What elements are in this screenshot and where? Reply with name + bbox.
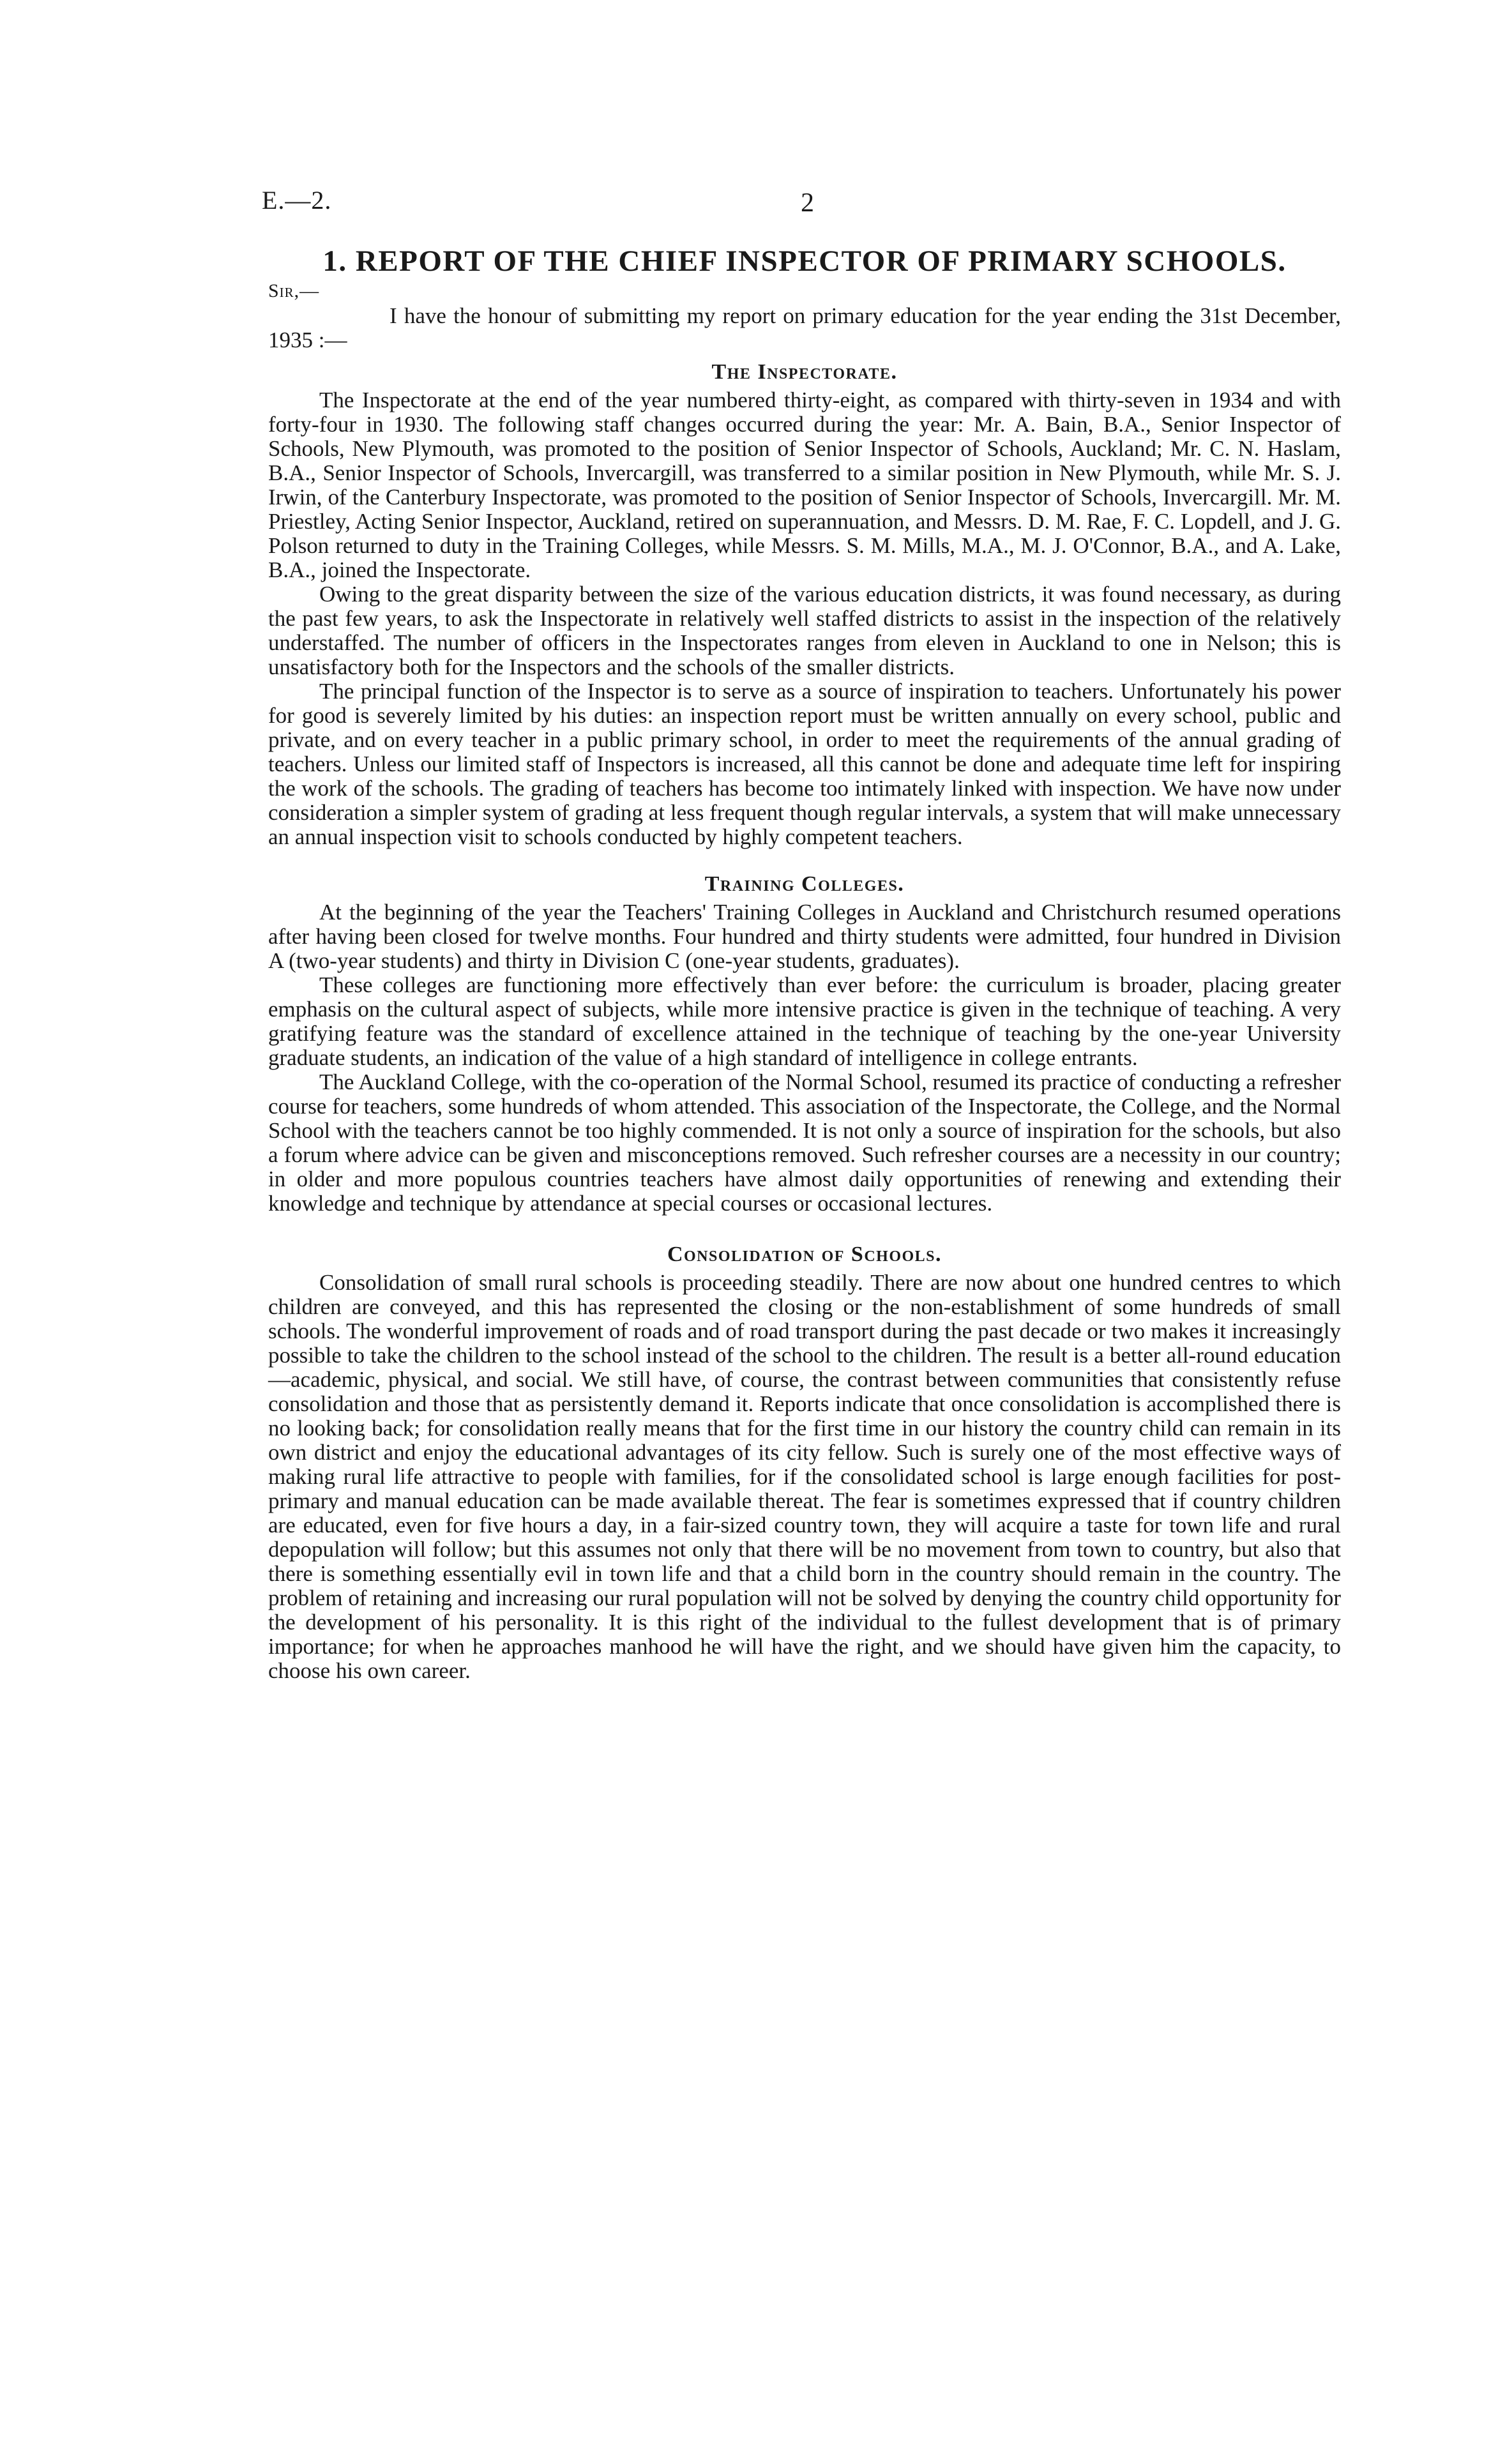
page-number: 2 (801, 188, 814, 218)
document-page (262, 185, 1341, 1683)
paragraph: The principal function of the Inspector is to serve as a source of inspiration to teachers. Unfortunately his power for good is severely limited by his duties: an inspection report must be written annually on every school, public and private, and on every teacher in a public primary school, in order to meet the requirements of the annual grading of teachers. Unless our limited staff of Inspectors is increased, all this cannot be done and adequate time left for inspiring the work of the schools. The grading of teachers has become too intimately linked with inspection. We have now under consideration a simpler system of grading at less frequent though regular intervals, a system that will make unnecessary an annual inspection visit to schools conducted by highly competent teachers. (268, 679, 1341, 849)
paragraph: At the beginning of the year the Teachers' Training Colleges in Auckland and Christchurch resumed operations after having been closed for twelve months. Four hundred and thirty students were admitted, four hundred in Division A (two-year students) and thirty in Division C (one-year students, graduates). (268, 900, 1341, 973)
section-heading: The Inspectorate. (711, 360, 898, 384)
salutation: Sir,— (268, 280, 320, 301)
paragraph: These colleges are functioning more effectively than ever before: the curriculum is broader, placing greater emphasis on the cultural aspect of subjects, while more intensive practice is given in the technique of teaching. A very gratifying feature was the standard of excellence attained in the technique of teaching by the one-year University graduate students, an indication of the value of a high standard of intelligence in college entrants. (268, 972, 1341, 1070)
report-title: 1. REPORT OF THE CHIEF INSPECTOR OF PRIMARY SCHOOLS. (322, 245, 1287, 278)
paragraph: The Inspectorate at the end of the year numbered thirty-eight, as compared with thirty-seven in 1934 and with forty-four in 1930. The following staff changes occurred during the year: Mr. A. Bain, B.A., Senior Inspector of Schools, New Plymouth, was promoted to the position of Senior Inspector of Schools, Auckland; Mr. C. N. Haslam, B.A., Senior Inspector of Schools, Invercargill, was transferred to a similar position in New Plymouth, while Mr. S. J. Irwin, of the Canterbury Inspectorate, was promoted to the position of Senior Inspector of Schools, Invercargill. Mr. M. Priestley, Acting Senior Inspector, Auckland, retired on superannuation, and Messrs. D. M. Rae, F. C. Lopdell, and J. G. Polson returned to duty in the Training Colleges, while Messrs. S. M. Mills, M.A., M. J. O'Connor, B.A., and A. Lake, B.A., joined the Inspectorate. (268, 388, 1341, 582)
intro-paragraph: I have the honour of submitting my report on primary education for the year ending the 31st December, 1935 :— (268, 303, 1341, 352)
paragraph: The Auckland College, with the co-operation of the Normal School, resumed its practice of conducting a refresher course for teachers, some hundreds of whom attended. This association of the Inspectorate, the College, and the Normal School with the teachers cannot be too highly commended. It is not only a source of inspiration for the schools, but also a forum where advice can be given and misconceptions removed. Such refresher courses are a necessity in our country; in older and more populous countries teachers have almost daily opportunities of renewing and extending their knowledge and technique by attendance at special courses or occasional lectures. (268, 1069, 1341, 1216)
paragraph: Consolidation of small rural schools is proceeding steadily. There are now about one hundred centres to which children are conveyed, and this has represented the closing or the non-establishment of some hundreds of small schools. The wonderful improvement of roads and of road transport during the past decade or two makes it increasingly possible to take the children to the school instead of the school to the children. The result is a better all-round education—academic, physical, and social. We still have, of course, the contrast between communities that consistently refuse consolidation and those that as persistently demand it. Reports indicate that once consolidation is accomplished there is no looking back; for consolidation really means that for the first time in our history the country child can remain in its own district and enjoy the educational advantages of its city fellow. Such is surely one of the most effective ways of making rural life attractive to people with families, for if the consolidated school is large enough facilities for post-primary and manual education can be made available thereat. The fear is sometimes expressed that if country children are educated, even for five hours a day, in a fair-sized country town, they will acquire a taste for town life and rural depopulation will follow; but this assumes not only that there will be no movement from town to country, but also that there is something essentially evil in town life and that a child born in the country should remain in the country. The problem of retaining and increasing our rural population will not be solved by denying the country child opportunity for the development of his personality. It is this right of the individual to the fullest development that is of primary importance; for when he approaches manhood he will have the right, and we should have given him the capacity, to choose his own career. (268, 1270, 1341, 1683)
paragraph: Owing to the great disparity between the size of the various education districts, it was found necessary, as during the past few years, to ask the Inspectorate in relatively well staffed districts to assist in the inspection of the relatively understaffed. The number of officers in the Inspectorates ranges from eleven in Auckland to one in Nelson; this is unsatisfactory both for the Inspectors and the schools of the smaller districts. (268, 582, 1341, 679)
page-header (262, 185, 1341, 230)
section-consolidation-of-schools (268, 1239, 1341, 1683)
document-reference: E.—2. (262, 186, 332, 215)
section-heading: Training Colleges. (704, 872, 905, 896)
section-inspectorate (268, 356, 1341, 849)
section-heading: Consolidation of Schools. (667, 1243, 942, 1266)
section-training-colleges (268, 868, 1341, 1216)
